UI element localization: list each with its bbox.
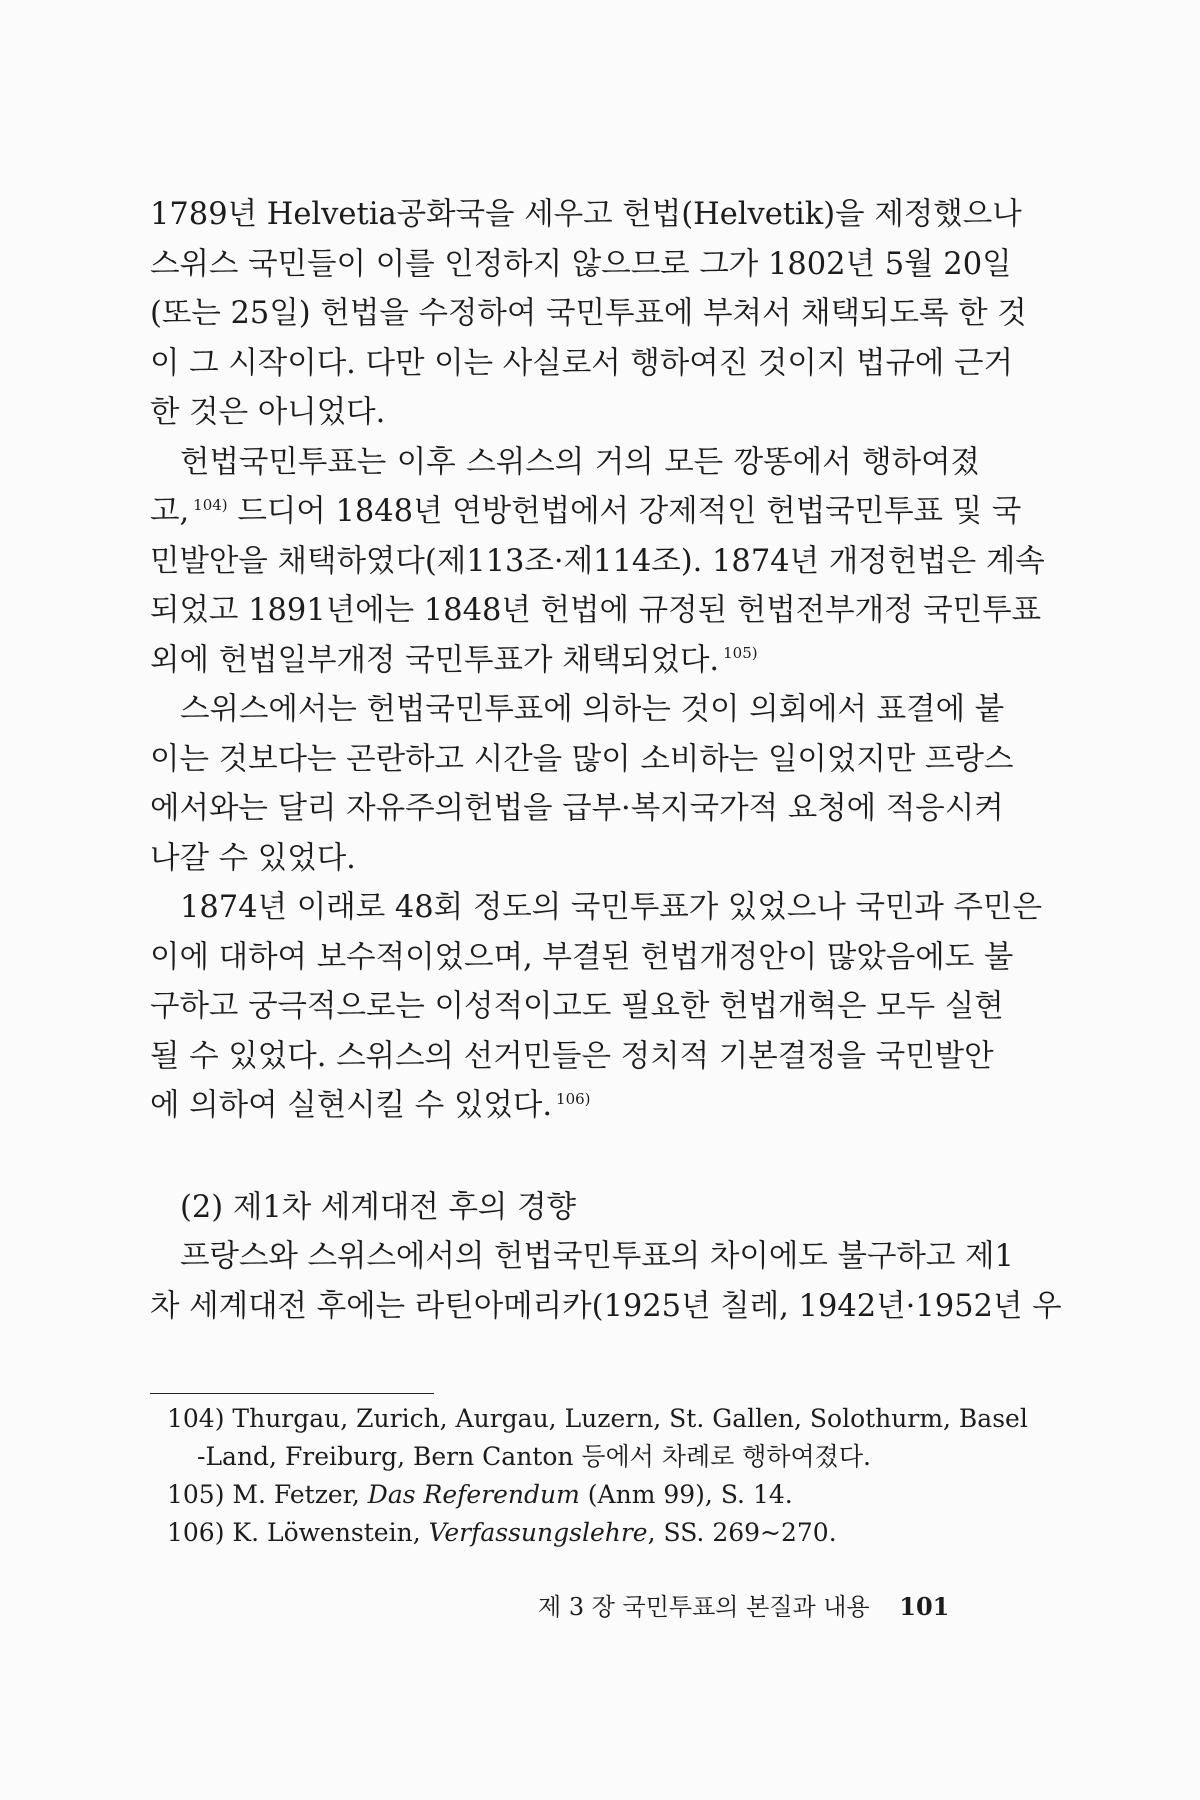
main-text [150, 190, 1062, 1331]
text-line: 이 그 시작이다. 다만 이는 사실로서 행하여진 것이지 법규에 근거 [150, 345, 1013, 381]
footnote-text: (Anm 99), S. 14. [579, 1480, 793, 1509]
page-footer [538, 1587, 949, 1622]
text-segment: 에 의하여 실현시킬 수 있었다. [150, 1088, 553, 1123]
footnote-text: , SS. 269~270. [647, 1518, 837, 1547]
text-line: 될 수 있었다. 스위스의 선거민들은 정치적 기본결정을 국민발안 [150, 1038, 994, 1074]
footnotes [167, 1400, 1028, 1552]
footnote-book-title: Das Referendum [367, 1480, 580, 1509]
text-line [150, 636, 980, 686]
footnote-text: 106) K. Löwenstein, [167, 1518, 429, 1547]
text-line: 1874년 이래로 48회 정도의 국민투표가 있었으나 국민과 주민은 [180, 890, 1042, 925]
text-line: 헌법국민투표는 이후 스위스의 거의 모든 깡똥에서 행하여졌 [180, 444, 980, 480]
footnote-ref-106: 106) [556, 1089, 591, 1108]
text-line: 차 세계대전 후에는 라틴아메리카(1925년 칠레, 1942년·1952년 우 [150, 1288, 1062, 1324]
text-line: 스위스에서는 헌법국민투표에 의하는 것이 의회에서 표결에 붙 [180, 692, 1005, 727]
text-line [150, 1081, 980, 1131]
text-line: 스위스 국민들이 이를 인정하지 않으므로 그가 1802년 5월 20일 [150, 246, 1012, 282]
chapter-title: 제 3 장 국민투표의 본질과 내용 [538, 1593, 870, 1621]
footnote-text: 105) M. Fetzer, [167, 1480, 368, 1509]
page-number: 101 [899, 1592, 950, 1621]
text-line: 구하고 궁극적으로는 이성적이고도 필요한 헌법개혁은 모두 실현 [150, 989, 1004, 1024]
text-line: 이는 것보다는 곤란하고 시간을 많이 소비하는 일이었지만 프랑스 [150, 741, 1014, 777]
footnote-ref-104: 104) [193, 495, 228, 514]
text-segment: 외에 헌법일부개정 국민투표가 채택되었다. [150, 642, 720, 678]
text-line: 나갈 수 있었다. [150, 840, 356, 876]
footnote-104-continued: -Land, Freiburg, Bern Canton 등에서 차례로 행하여졌다. [197, 1442, 871, 1471]
footnote-104: 104) Thurgau, Zurich, Aurgau, Luzern, St. Gallen, Solothurm, Basel [167, 1404, 1028, 1433]
footnote-105 [167, 1476, 982, 1514]
paragraph-gap [150, 1131, 980, 1183]
text-line: 이에 대하여 보수적이었으며, 부결된 헌법개정안이 많았음에도 불 [150, 939, 1014, 975]
text-line: 1789년 Helvetia공화국을 세우고 헌법(Helvetik)을 제정했으나 [150, 197, 1022, 232]
text-line: 한 것은 아니었다. [150, 395, 386, 430]
text-line: 민발안을 채택하였다(제113조·제114조). 1874년 개정헌법은 계속 [150, 543, 1045, 579]
section-heading: (2) 제1차 세계대전 후의 경향 [180, 1189, 577, 1225]
footnote-ref-105: 105) [723, 644, 758, 663]
text-line [150, 487, 1022, 537]
text-line: 에서와는 달리 자유주의헌법을 급부·복지국가적 요청에 적응시켜 [150, 791, 1004, 826]
text-line: 프랑스와 스위스에서의 헌법국민투표의 차이에도 불구하고 제1 [180, 1239, 1014, 1274]
footnote-106 [167, 1514, 982, 1552]
text-line: 되었고 1891년에는 1848년 헌법에 규정된 헌법전부개정 국민투표 [150, 593, 1042, 628]
text-segment: 드디어 1848년 연방헌법에서 강제적인 헌법국민투표 및 국 [237, 494, 1022, 529]
text-segment: 고, [150, 494, 190, 529]
footnote-divider [150, 1393, 434, 1394]
text-line: (또는 25일) 헌법을 수정하여 국민투표에 부쳐서 채택되도록 한 것 [150, 296, 1027, 331]
footnote-book-title: Verfassungslehre [428, 1518, 648, 1547]
